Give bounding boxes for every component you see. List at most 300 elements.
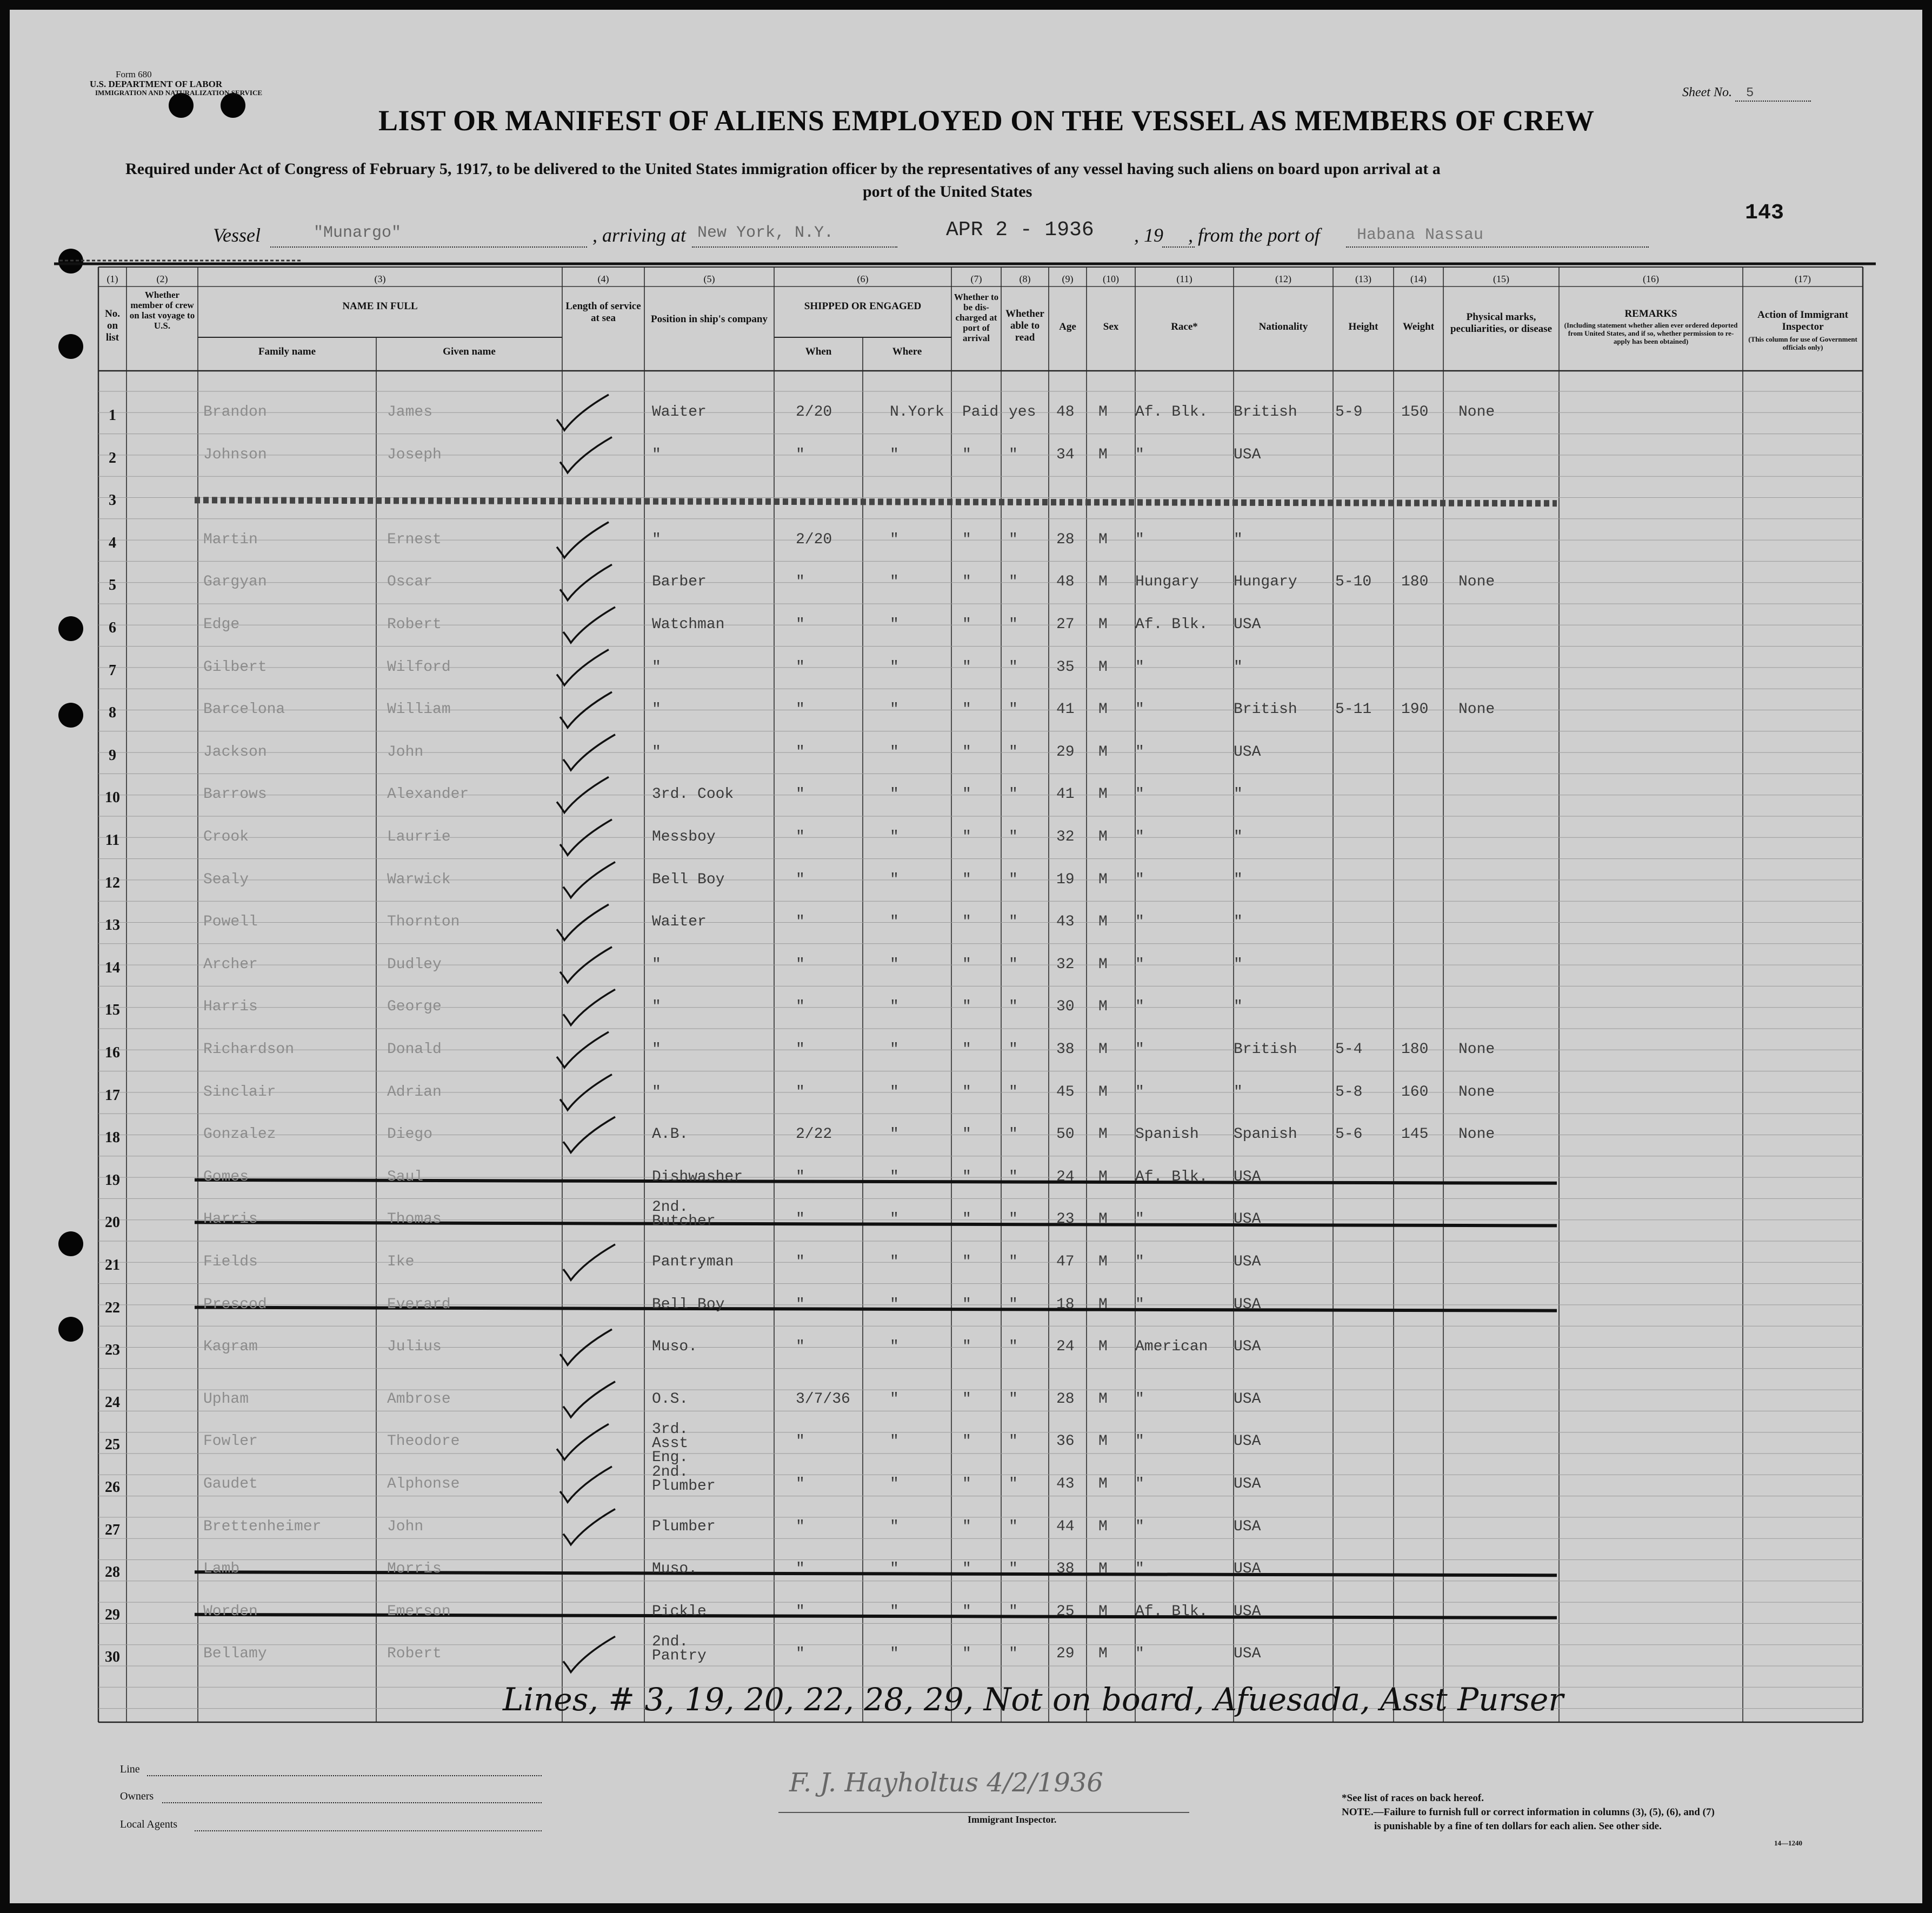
cell-read: "	[1009, 1083, 1018, 1101]
cell-sex: M	[1098, 743, 1108, 761]
cell-race: "	[1135, 1518, 1144, 1535]
cell-disch: "	[962, 1433, 971, 1450]
cell-read: "	[1009, 658, 1018, 676]
cell-given: Diego	[387, 1126, 433, 1143]
column-number: (14)	[1410, 274, 1427, 284]
header-action: Action of Immigrant Inspector	[1757, 309, 1848, 332]
cell-read: "	[1009, 1338, 1018, 1356]
cell-age: 25	[1056, 1603, 1075, 1620]
cell-family: Gaudet	[203, 1476, 258, 1492]
row-number: 20	[105, 1214, 120, 1231]
cell-given: Morris	[387, 1561, 442, 1578]
column-number: (11)	[1176, 274, 1192, 284]
cell-sex: M	[1098, 616, 1108, 633]
strike-through-line	[195, 500, 1557, 503]
cell-disch: "	[962, 1083, 971, 1101]
cell-where: "	[890, 1390, 899, 1408]
cell-read: "	[1009, 786, 1018, 803]
cell-sex: M	[1098, 574, 1108, 591]
cell-read: "	[1009, 1518, 1018, 1535]
row-number: 3	[109, 492, 116, 509]
cell-disch: Paid	[962, 404, 999, 421]
cell-race: "	[1135, 1041, 1144, 1058]
cell-position: O.S.	[652, 1390, 689, 1408]
cell-where: "	[890, 956, 899, 973]
cell-read: "	[1009, 1126, 1018, 1143]
cell-given: George	[387, 998, 442, 1016]
cell-race: "	[1135, 871, 1144, 888]
cell-disch: "	[962, 1476, 971, 1492]
row-number: 27	[105, 1521, 120, 1538]
page-title: LIST OR MANIFEST OF ALIENS EMPLOYED ON THE VESSEL AS MEMBERS OF CREW	[378, 104, 1595, 137]
cell-where: "	[890, 829, 899, 845]
cell-nat: USA	[1234, 1603, 1261, 1620]
row-number: 12	[105, 874, 120, 891]
row-number: 24	[105, 1394, 120, 1411]
cell-when: "	[796, 1296, 805, 1313]
header-remarks: REMARKS	[1624, 308, 1677, 319]
cell-disch: "	[962, 1126, 971, 1143]
row-number: 29	[105, 1606, 120, 1623]
cell-age: 43	[1056, 914, 1075, 931]
cell-family: Gargyan	[203, 574, 267, 591]
cell-read: "	[1009, 956, 1018, 973]
cell-when: "	[796, 998, 805, 1016]
cell-read: "	[1009, 1296, 1018, 1313]
cell-disch: "	[962, 1041, 971, 1058]
cell-position: Dishwasher	[652, 1168, 743, 1185]
cell-where: "	[890, 1338, 899, 1356]
cell-when: "	[796, 914, 805, 931]
agents-underline	[195, 1830, 542, 1831]
cell-family: Archer	[203, 956, 258, 973]
cell-where: "	[890, 1168, 899, 1185]
cell-race: "	[1135, 531, 1144, 548]
cell-nat: USA	[1234, 1561, 1261, 1578]
cell-nat: USA	[1234, 1211, 1261, 1228]
race-note: *See list of races on back hereof.	[1342, 1792, 1484, 1804]
cell-read: "	[1009, 743, 1018, 761]
cell-height: 5-6	[1335, 1126, 1363, 1143]
cell-position: "	[652, 998, 661, 1016]
cell-when: "	[796, 616, 805, 633]
cell-weight: 145	[1401, 1126, 1429, 1143]
cell-height: 5-10	[1335, 574, 1372, 591]
cell-nat: "	[1234, 658, 1243, 676]
cell-position: "	[652, 743, 661, 761]
cell-family: Gonzalez	[203, 1126, 276, 1143]
check-mark	[557, 1424, 609, 1459]
header-height: Height	[1348, 321, 1378, 332]
cell-age: 30	[1056, 998, 1075, 1016]
cell-race: "	[1135, 1476, 1144, 1492]
cell-family: Brandon	[203, 404, 267, 421]
header-discharged: Whether to be dis-charged at port of arrival	[954, 292, 999, 343]
cell-disch: "	[962, 446, 971, 463]
cell-when: "	[796, 1338, 805, 1356]
column-number: (1)	[106, 274, 118, 284]
cell-where: "	[890, 998, 899, 1016]
subtitle-line-2: port of the United States	[863, 183, 1032, 201]
cell-where: "	[890, 616, 899, 633]
cell-where: "	[890, 786, 899, 803]
header-physical: Physical marks, peculiarities, or disease	[1450, 311, 1553, 335]
cell-when: "	[796, 1433, 805, 1450]
cell-nat: "	[1234, 829, 1243, 845]
cell-race: American	[1135, 1338, 1208, 1356]
cell-position: "	[652, 1083, 661, 1101]
cell-phys: None	[1458, 1126, 1495, 1143]
cell-when: "	[796, 658, 805, 676]
cell-given: Julius	[387, 1338, 442, 1356]
row-number: 25	[105, 1436, 120, 1454]
cell-age: 32	[1056, 829, 1075, 845]
row-number: 2	[109, 449, 116, 466]
cell-age: 35	[1056, 658, 1075, 676]
cell-position: Plumber	[652, 1518, 716, 1535]
cell-when: "	[796, 1083, 805, 1101]
cell-family: Lamb	[203, 1561, 240, 1578]
cell-age: 36	[1056, 1433, 1075, 1450]
cell-given: William	[387, 701, 451, 718]
cell-disch: "	[962, 1168, 971, 1185]
column-number: (16)	[1643, 274, 1659, 284]
cell-sex: M	[1098, 1561, 1108, 1578]
cell-family: Brettenheimer	[203, 1518, 322, 1535]
column-number: (3)	[374, 274, 386, 284]
vessel-label: Vessel	[213, 224, 261, 246]
column-number: (17)	[1795, 274, 1811, 284]
cell-read: "	[1009, 829, 1018, 845]
column-number: (4)	[597, 274, 609, 284]
cell-disch: "	[962, 871, 971, 888]
cell-nat: "	[1234, 1083, 1243, 1101]
cell-given: Theodore	[387, 1433, 460, 1450]
cell-nat: USA	[1234, 1168, 1261, 1185]
cell-race: "	[1135, 786, 1144, 803]
cell-read: "	[1009, 1433, 1018, 1450]
cell-sex: M	[1098, 1168, 1108, 1185]
cell-given: Thomas	[387, 1211, 442, 1228]
cell-weight: 160	[1401, 1083, 1429, 1101]
cell-age: 44	[1056, 1518, 1075, 1535]
cell-age: 18	[1056, 1296, 1075, 1313]
cell-race: "	[1135, 1296, 1144, 1313]
cell-given: Saul	[387, 1168, 424, 1185]
cell-nat: "	[1234, 871, 1243, 888]
cell-given: John	[387, 1518, 424, 1535]
cell-position: 2nd. Plumber	[652, 1464, 716, 1495]
cell-sex: M	[1098, 1476, 1108, 1492]
cell-disch: "	[962, 1338, 971, 1356]
cell-where: "	[890, 531, 899, 548]
cell-disch: "	[962, 574, 971, 591]
cell-family: Kagram	[203, 1338, 258, 1356]
cell-position: Pickle	[652, 1603, 707, 1620]
cell-phys: None	[1458, 404, 1495, 421]
cell-height: 5-4	[1335, 1041, 1363, 1058]
cell-where: "	[890, 1476, 899, 1492]
cell-disch: "	[962, 998, 971, 1016]
cell-read: "	[1009, 1561, 1018, 1578]
cell-where: "	[890, 743, 899, 761]
cell-when: "	[796, 446, 805, 463]
cell-position: "	[652, 1041, 661, 1058]
header-position: Position in ship's company	[651, 314, 768, 325]
cell-sex: M	[1098, 1390, 1108, 1408]
cell-given: James	[387, 404, 433, 421]
cell-family: Barcelona	[203, 701, 285, 718]
owners-underline	[162, 1802, 542, 1803]
header-length-service: Length of service at sea	[565, 301, 641, 324]
cell-family: Prescod	[203, 1296, 267, 1313]
cell-given: Emerson	[387, 1603, 451, 1620]
cell-where: "	[890, 1433, 899, 1450]
cell-when: "	[796, 1041, 805, 1058]
cell-sex: M	[1098, 1126, 1108, 1143]
cell-given: Alphonse	[387, 1476, 460, 1492]
row-number: 15	[105, 1002, 120, 1019]
cell-when: "	[796, 1476, 805, 1492]
cell-nat: USA	[1234, 446, 1261, 463]
cell-where: "	[890, 701, 899, 718]
cell-given: Robert	[387, 616, 442, 633]
cell-read: "	[1009, 616, 1018, 633]
cell-read: yes	[1009, 404, 1036, 421]
row-number: 18	[105, 1129, 120, 1147]
cell-race: Af. Blk.	[1135, 404, 1208, 421]
cell-given: Laurrie	[387, 829, 451, 845]
cell-family: Martin	[203, 531, 258, 548]
cell-read: "	[1009, 1645, 1018, 1663]
cell-phys: None	[1458, 701, 1495, 718]
header-where: Where	[892, 346, 922, 357]
cell-position: 2nd. Pantry	[652, 1634, 707, 1665]
cell-read: "	[1009, 1390, 1018, 1408]
cell-position: Pantryman	[652, 1254, 734, 1270]
row-number: 23	[105, 1342, 120, 1359]
cell-family: Barrows	[203, 786, 267, 803]
cell-position: 3rd. Cook	[652, 786, 734, 803]
cell-given: Ambrose	[387, 1390, 451, 1408]
cell-phys: None	[1458, 574, 1495, 591]
cell-weight: 180	[1401, 574, 1429, 591]
cell-sex: M	[1098, 404, 1108, 421]
cell-family: Johnson	[203, 446, 267, 463]
cell-given: Thornton	[387, 914, 460, 931]
cell-nat: British	[1234, 701, 1297, 718]
cell-family: Richardson	[203, 1041, 295, 1058]
row-number: 11	[105, 832, 120, 849]
cell-where: "	[890, 871, 899, 888]
cell-nat: USA	[1234, 1645, 1261, 1663]
cell-disch: "	[962, 914, 971, 931]
penalty-note-1: NOTE.—Failure to furnish full or correct information in columns (3), (5), (6), and (7)	[1342, 1807, 1715, 1818]
cell-phys: None	[1458, 1083, 1495, 1101]
cell-race: "	[1135, 1254, 1144, 1270]
cell-age: 48	[1056, 404, 1075, 421]
cell-read: "	[1009, 446, 1018, 463]
cell-given: Everard	[387, 1296, 451, 1313]
cell-nat: USA	[1234, 1390, 1261, 1408]
cell-age: 24	[1056, 1168, 1075, 1185]
cell-family: Harris	[203, 1211, 258, 1228]
cell-age: 28	[1056, 1390, 1075, 1408]
cell-race: "	[1135, 829, 1144, 845]
cell-read: "	[1009, 1603, 1018, 1620]
from-port: Habana Nassau	[1357, 226, 1484, 244]
header-shipped: SHIPPED OR ENGAGED	[804, 301, 922, 312]
arriving-label: , arriving at	[592, 224, 687, 246]
cell-age: 24	[1056, 1338, 1075, 1356]
cell-family: Upham	[203, 1390, 249, 1408]
cell-sex: M	[1098, 1645, 1108, 1663]
inspector-label: Immigrant Inspector.	[968, 1814, 1057, 1825]
cell-race: Af. Blk.	[1135, 1603, 1208, 1620]
cell-age: 50	[1056, 1126, 1075, 1143]
cell-where: "	[890, 914, 899, 931]
column-number: (2)	[156, 274, 168, 284]
cell-nat: USA	[1234, 1254, 1261, 1270]
header-race: Race*	[1171, 321, 1198, 332]
cell-where: "	[890, 1211, 899, 1228]
cell-read: "	[1009, 1211, 1018, 1228]
cell-nat: British	[1234, 404, 1297, 421]
handwritten-note: Lines, # 3, 19, 20, 22, 28, 29, Not on board, Afuesada, Asst Purser	[503, 1681, 1564, 1718]
cell-given: Alexander	[387, 786, 469, 803]
cell-where: "	[890, 1603, 899, 1620]
column-number: (15)	[1493, 274, 1509, 284]
column-number: (9)	[1062, 274, 1074, 284]
cell-disch: "	[962, 743, 971, 761]
cell-disch: "	[962, 1390, 971, 1408]
cell-weight: 150	[1401, 404, 1429, 421]
cell-sex: M	[1098, 1518, 1108, 1535]
cell-nat: "	[1234, 914, 1243, 931]
column-number: (8)	[1019, 274, 1031, 284]
cell-age: 43	[1056, 1476, 1075, 1492]
cell-position: Watchman	[652, 616, 725, 633]
cell-nat: USA	[1234, 616, 1261, 633]
cell-disch: "	[962, 1211, 971, 1228]
cell-age: 29	[1056, 743, 1075, 761]
cell-race: "	[1135, 914, 1144, 931]
cell-nat: "	[1234, 956, 1243, 973]
stamp-number: 143	[1745, 201, 1784, 225]
row-number: 17	[105, 1087, 120, 1104]
cell-weight: 190	[1401, 701, 1429, 718]
cell-height: 5-8	[1335, 1083, 1363, 1101]
cell-age: 34	[1056, 446, 1075, 463]
cell-when: 2/20	[796, 404, 832, 421]
cell-disch: "	[962, 531, 971, 548]
cell-family: Bellamy	[203, 1645, 267, 1663]
cell-disch: "	[962, 1518, 971, 1535]
from-port-label: , from the port of	[1188, 224, 1320, 246]
cell-disch: "	[962, 701, 971, 718]
row-number: 8	[109, 704, 116, 722]
cell-read: "	[1009, 871, 1018, 888]
cell-when: "	[796, 1603, 805, 1620]
cell-position: Bell Boy	[652, 1296, 725, 1313]
cell-where: N.York	[890, 404, 944, 421]
cell-when: 2/22	[796, 1126, 832, 1143]
cell-where: "	[890, 446, 899, 463]
cell-race: Af. Blk.	[1135, 616, 1208, 633]
line-underline	[147, 1775, 542, 1776]
cell-given: Warwick	[387, 871, 451, 888]
header-name-in-full: NAME IN FULL	[342, 301, 418, 312]
row-number: 16	[105, 1044, 120, 1061]
cell-where: "	[890, 1254, 899, 1270]
cell-family: Worden	[203, 1603, 258, 1620]
cell-disch: "	[962, 658, 971, 676]
cell-family: Harris	[203, 998, 258, 1016]
check-mark	[563, 1636, 615, 1672]
cell-sex: M	[1098, 531, 1108, 548]
cell-age: 41	[1056, 701, 1075, 718]
cell-position: "	[652, 658, 661, 676]
local-agents-label: Local Agents	[120, 1818, 178, 1830]
header-family-name: Family name	[258, 346, 316, 357]
row-number: 14	[105, 959, 120, 976]
cell-family: Jackson	[203, 743, 267, 761]
cell-when: 2/20	[796, 531, 832, 548]
cell-where: "	[890, 1083, 899, 1101]
line-label: Line	[120, 1763, 140, 1775]
cell-race: "	[1135, 1211, 1144, 1228]
cell-when: "	[796, 1254, 805, 1270]
check-mark	[560, 1467, 612, 1502]
inspector-signature: F. J. Hayholtus 4/2/1936	[789, 1768, 1103, 1798]
cell-where: "	[890, 1041, 899, 1058]
cell-disch: "	[962, 1296, 971, 1313]
arrival-date-stamp: APR 2 - 1936	[946, 218, 1094, 242]
cell-where: "	[890, 1561, 899, 1578]
cell-weight: 180	[1401, 1041, 1429, 1058]
cell-when: "	[796, 1168, 805, 1185]
row-number: 22	[105, 1299, 120, 1316]
cell-disch: "	[962, 1603, 971, 1620]
cell-when: "	[796, 1518, 805, 1535]
print-code: 14—1240	[1774, 1839, 1802, 1847]
cell-sex: M	[1098, 1211, 1108, 1228]
cell-nat: USA	[1234, 743, 1261, 761]
cell-position: Waiter	[652, 404, 707, 421]
cell-position: Waiter	[652, 914, 707, 931]
sheet-label: Sheet No.	[1682, 85, 1732, 99]
sheet-number: 5	[1735, 86, 1811, 102]
cell-race: Spanish	[1135, 1126, 1199, 1143]
cell-age: 29	[1056, 1645, 1075, 1663]
cell-race: Af. Blk.	[1135, 1168, 1208, 1185]
cell-sex: M	[1098, 786, 1108, 803]
cell-read: "	[1009, 1168, 1018, 1185]
cell-given: Ernest	[387, 531, 442, 548]
cell-family: Fowler	[203, 1433, 258, 1450]
row-number: 5	[109, 577, 116, 594]
cell-given: Ike	[387, 1254, 415, 1270]
header-remarks-note: (Including statement whether alien ever ordered deported from United States, and if so, whether permission to re-apply has been obtained)	[1564, 321, 1738, 345]
cell-age: 38	[1056, 1561, 1075, 1578]
cell-given: Oscar	[387, 574, 433, 591]
cell-position: 3rd. Asst Eng.	[652, 1421, 689, 1467]
cell-age: 23	[1056, 1211, 1075, 1228]
cell-race: "	[1135, 658, 1144, 676]
cell-where: "	[890, 1645, 899, 1663]
cell-when: "	[796, 956, 805, 973]
cell-nat: USA	[1234, 1518, 1261, 1535]
